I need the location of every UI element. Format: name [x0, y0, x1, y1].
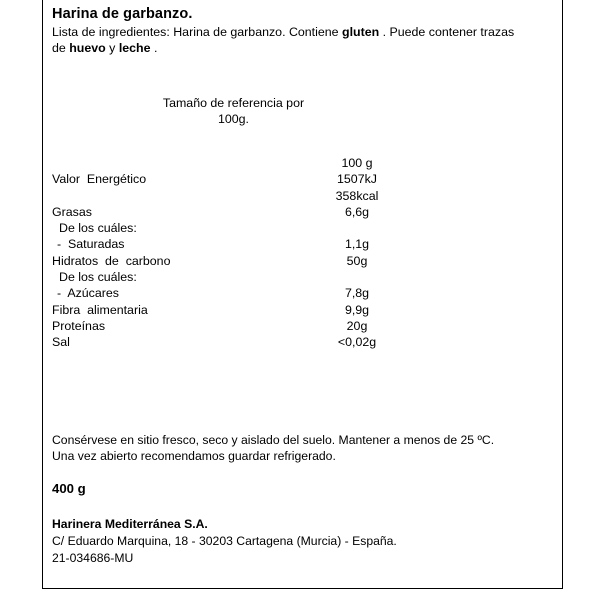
nutrition-row-label: Hidratos de carbono: [52, 253, 171, 268]
nutrition-row-spacer: [432, 302, 555, 318]
nutrition-row: [52, 334, 555, 350]
nutrition-row-label: De los cuáles:: [59, 270, 137, 285]
nutrition-row-spacer: [432, 285, 555, 301]
nutrition-header-label-cell: [52, 155, 282, 171]
label-header-section: [43, 0, 562, 56]
storage-instructions: [52, 432, 552, 464]
nutrition-table-body: [52, 155, 555, 351]
nutrition-row-label: - Azúcares: [57, 286, 119, 301]
nutrition-row-value: [282, 220, 432, 236]
reference-size-block: [52, 95, 555, 127]
net-weight: 400 g: [52, 481, 86, 496]
product-label-card: [42, 0, 563, 589]
nutrition-row-value: 50g: [346, 253, 368, 268]
nutrition-row: [52, 318, 555, 334]
reference-size-line-1: Tamaño de referencia por: [162, 96, 305, 110]
nutrition-row-value: [282, 269, 432, 285]
nutrition-row-spacer: [432, 188, 555, 204]
nutrition-row-value: 7,8g: [344, 286, 370, 301]
nutrition-row-spacer: [432, 318, 555, 334]
nutrition-row-spacer: [432, 204, 555, 220]
nutrition-row-value: 20g: [346, 318, 368, 333]
allergen-gluten: gluten: [342, 25, 380, 39]
nutrition-row-value: 358kcal: [335, 188, 379, 203]
nutrition-row-label: Sal: [52, 335, 70, 350]
nutrition-row: [52, 220, 555, 236]
nutrition-header-row: [52, 155, 555, 171]
nutrition-row: [52, 236, 555, 252]
nutrition-row-value: 6,6g: [344, 204, 370, 219]
nutrition-row-label: - Saturadas: [57, 237, 125, 252]
nutrition-row-value: 1,1g: [344, 237, 370, 252]
nutrition-row-label: Grasas: [52, 204, 92, 219]
nutrition-table-container: [52, 155, 555, 351]
allergen-huevo: huevo: [69, 40, 106, 55]
nutrition-row-label: Proteínas: [52, 318, 106, 333]
company-address: C/ Eduardo Marquina, 18 - 30203 Cartagena (Murcia) - España.: [52, 534, 397, 548]
nutrition-row-spacer: [432, 269, 555, 285]
nutrition-row-spacer: [432, 236, 555, 252]
ingredients-middle-text: . Puede contener trazas de: [52, 25, 515, 55]
ingredients-suffix-text: .: [150, 40, 158, 55]
nutrition-row-spacer: [432, 171, 555, 187]
nutrition-row-label: De los cuáles:: [59, 221, 137, 236]
storage-line-1: Consérvese en sitio fresco, seco y aislado del suelo. Mantener a menos de 25 ºC.: [52, 433, 495, 447]
company-name: Harinera Mediterránea S.A.: [52, 517, 208, 531]
nutrition-row: [52, 302, 555, 318]
ingredients-prefix-text: Lista de ingredientes: Harina de garbanzo. Contiene: [52, 25, 342, 39]
nutrition-column-header: 100 g: [341, 156, 373, 170]
nutrition-row-spacer: [432, 334, 555, 350]
ingredients-conjunction-text: y: [105, 40, 119, 55]
nutrition-row: [52, 285, 555, 301]
nutrition-row-spacer: [432, 220, 555, 236]
nutrition-row-label: Valor Energético: [52, 172, 147, 187]
nutrition-row: [52, 171, 555, 187]
reference-size-line-2: 100g.: [217, 112, 249, 126]
nutrition-row-label: [52, 188, 282, 204]
nutrition-table: [52, 155, 555, 351]
nutrition-row-label: Fibra alimentaria: [52, 302, 148, 317]
nutrition-row-value: 1507kJ: [337, 172, 377, 187]
nutrition-row-spacer: [432, 253, 555, 269]
allergen-leche: leche: [118, 40, 151, 55]
product-title: Harina de garbanzo.: [52, 6, 193, 22]
company-info: [52, 516, 552, 567]
nutrition-row: [52, 253, 555, 269]
nutrition-row-value: 9,9g: [344, 302, 370, 317]
nutrition-row-value: <0,02g: [337, 335, 377, 350]
nutrition-row: [52, 204, 555, 220]
nutrition-header-spacer-cell: [432, 155, 555, 171]
storage-line-2: Una vez abierto recomendamos guardar refrigerado.: [52, 449, 336, 463]
nutrition-row: [52, 188, 555, 204]
company-registration-number: 21-034686-MU: [52, 551, 134, 565]
nutrition-row: [52, 269, 555, 285]
ingredients-list: [52, 25, 522, 56]
